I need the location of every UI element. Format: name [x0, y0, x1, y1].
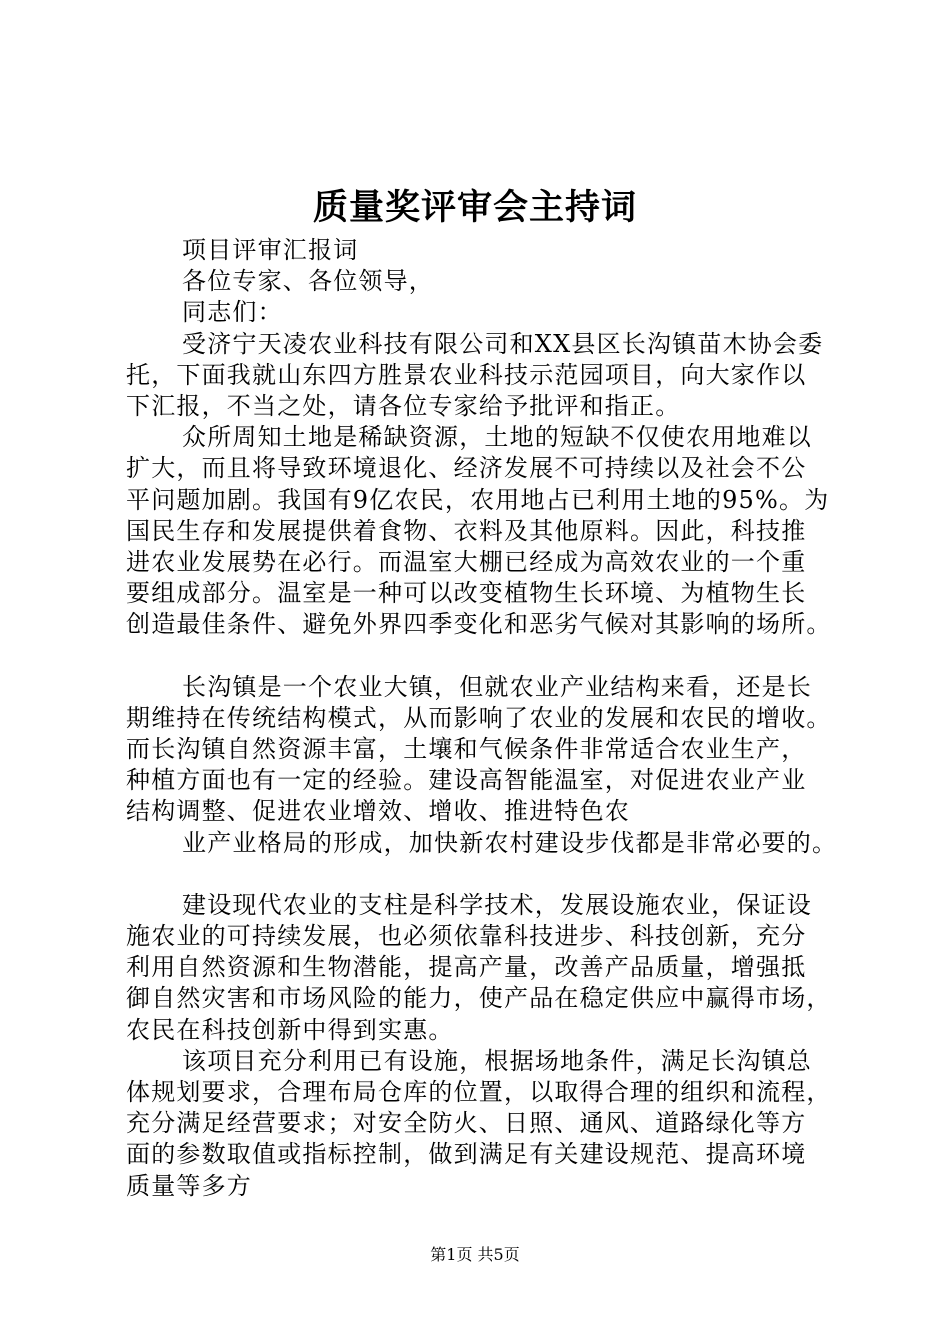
- paragraph-project-facilities: 该项目充分利用已有设施，根据场地条件，满足长沟镇总 体规划要求，合理布局仓库的位置，以取得合理的组织和流程， 充分满足经营要求；对安全防火、日照、通风、道路绿化等方 面的参数取值或指标控制，做到满足有关建设规范、提高环境 质量等多方: [126, 1046, 832, 1200]
- paragraph-gap: [126, 641, 854, 672]
- paragraph-introduction: 受济宁天凌农业科技有限公司和XX县区长沟镇苗木协会委 托，下面我就山东四方胜景农业科技示范园项目，向大家作以 下汇报，不当之处，请各位专家给予批评和指正。: [126, 329, 824, 421]
- paragraph-gap: [126, 859, 854, 890]
- paragraph-industry-layout: 业产业格局的形成，加快新农村建设步伐都是非常必要的。: [182, 828, 838, 857]
- paragraph-modern-agriculture: 建设现代农业的支柱是科学技术，发展设施农业，保证设 施农业的可持续发展，也必须依靠科技进步、科技创新，充分 利用自然资源和生物潜能，提高产量，改善产品质量，增强抵 御自然灾害和市场风险的能力，使产品在稳定供应中赢得市场， 农民在科技创新中得到实惠。: [126, 890, 832, 1044]
- document-title: 质量奖评审会主持词: [312, 187, 637, 228]
- paragraph-land-resources: 众所周知土地是稀缺资源，土地的短缺不仅使农用地难以 扩大，而且将导致环境退化、经济发展不可持续以及社会不公 平问题加剧。我国有9亿农民，农用地占已利用土地的95%。为 国民生存和发展提供着食物、衣料及其他原料。因此，科技推 进农业发展势在必行。而温室大棚已经成为高效农业的一个重 要组成部分。温室是一种可以改变植物生长环境、为植物生长 创造最佳条件、避免外界四季变化和恶劣气候对其影响的场所。: [126, 423, 832, 639]
- paragraph-report-heading: 项目评审汇报词: [182, 236, 359, 264]
- paragraph-changgou-town: 长沟镇是一个农业大镇，但就农业产业结构来看，还是长 期维持在传统结构模式，从而影响了农业的发展和农民的增收。 而长沟镇自然资源丰富，土壤和气候条件非常适合农业生产， 种植方面也有一定的经验。建设高智能温室，对促进农业产业 结构调整、促进农业增效、增收、推进特色农: [126, 672, 832, 826]
- paragraph-salutation-comrades: 同志们：: [182, 298, 283, 327]
- document-body: [126, 235, 854, 1202]
- page-number-footer: 第1页 共5页: [430, 1245, 520, 1264]
- paragraph-salutation-experts: 各位专家、各位领导，: [182, 267, 434, 296]
